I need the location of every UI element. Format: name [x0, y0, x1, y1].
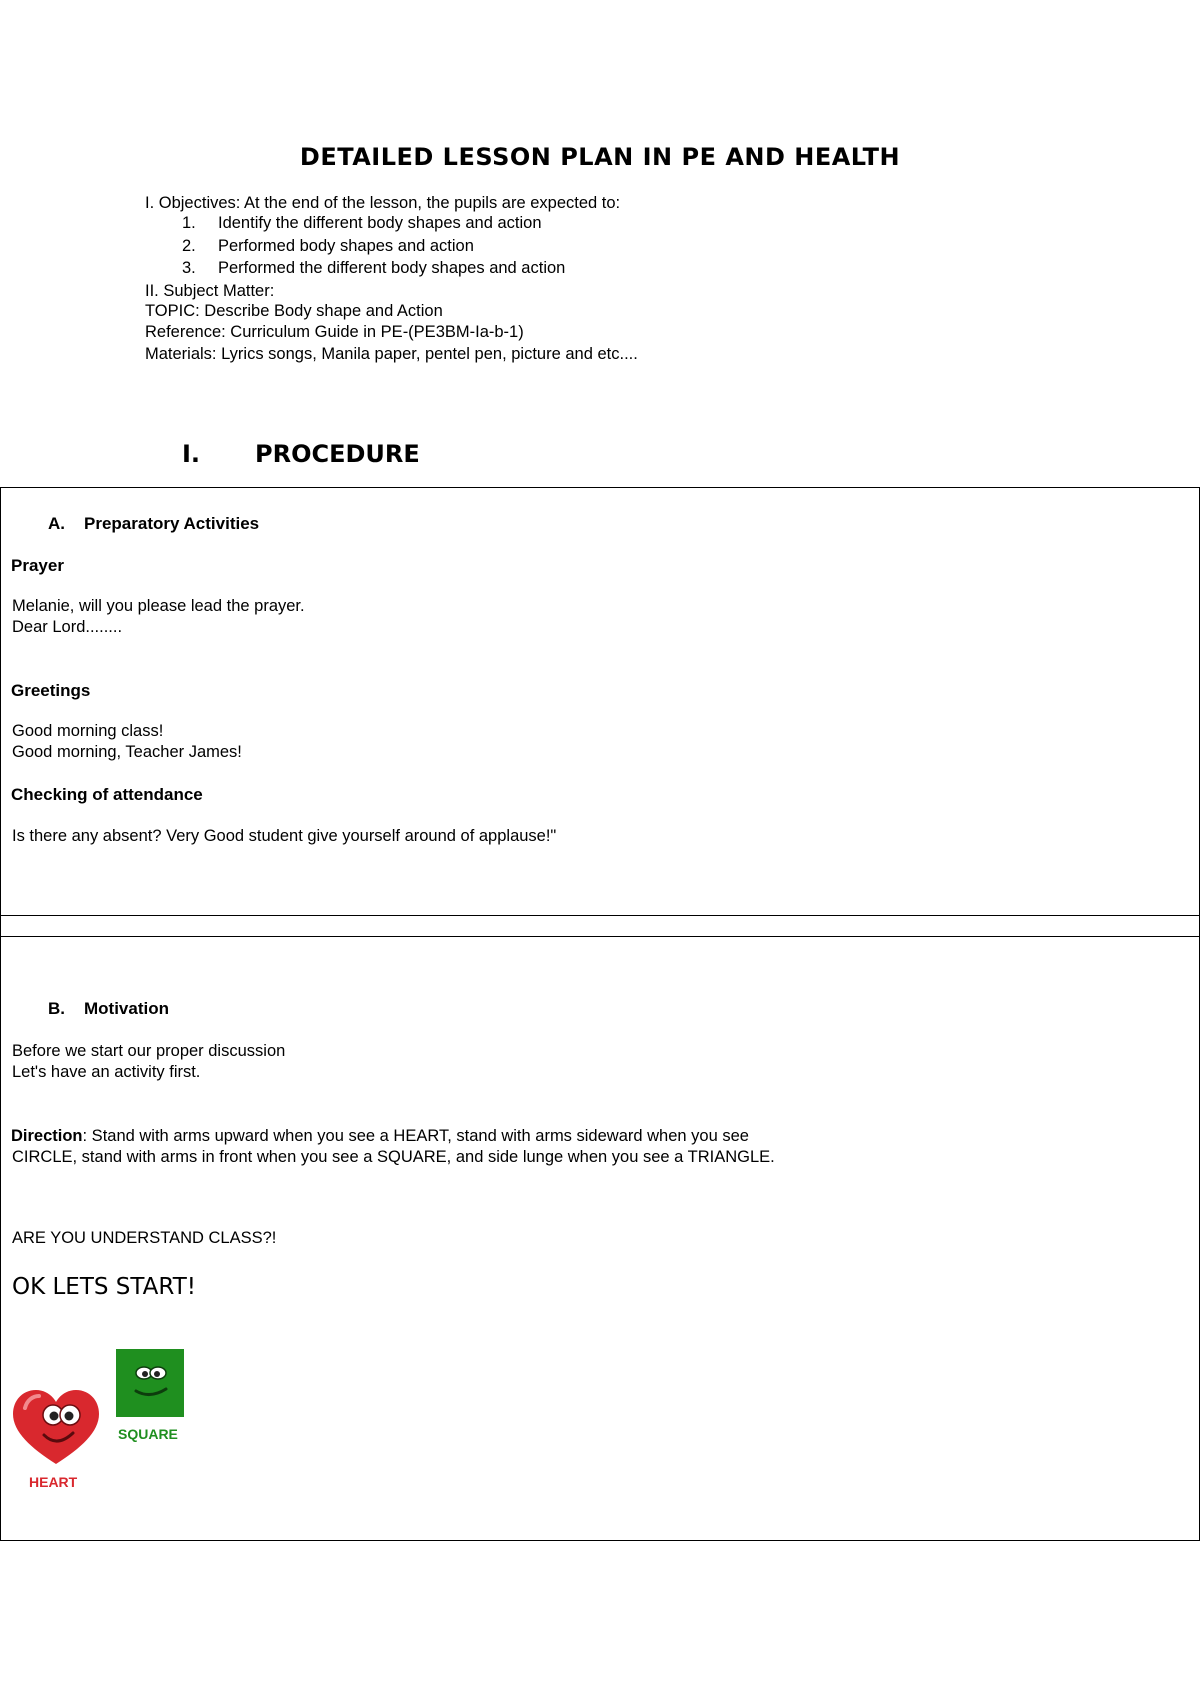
square-label: SQUARE — [118, 1426, 178, 1442]
preparatory-activities-box — [0, 487, 1200, 916]
objective-number: 2. — [182, 237, 196, 255]
objective-text: Performed body shapes and action — [218, 237, 474, 255]
objective-number: 3. — [182, 259, 196, 277]
greetings-heading: Greetings — [11, 681, 91, 700]
topic-line: TOPIC: Describe Body shape and Action — [145, 302, 443, 320]
heart-icon — [11, 1388, 101, 1468]
square-picture — [116, 1349, 184, 1417]
objective-item — [182, 214, 542, 233]
heart-label: HEART — [29, 1474, 78, 1490]
attendance-text: Is there any absent? Very Good student give yourself around of applause!" — [12, 827, 557, 845]
greeting-line: Good morning class! — [12, 722, 164, 740]
objectives-intro: I. Objectives: At the end of the lesson, the pupils are expected to: — [145, 194, 621, 212]
objective-item — [182, 259, 565, 278]
reference-line: Reference: Curriculum Guide in PE-(PE3BM-Ia-b-1) — [145, 323, 524, 341]
section-title: Motivation — [84, 999, 169, 1018]
section-letter: A. — [48, 514, 65, 533]
start-text: OK LETS START! — [12, 1274, 196, 1300]
subject-matter-heading: II. Subject Matter: — [145, 282, 275, 300]
objective-number: 1. — [182, 214, 196, 232]
motivation-intro-line: Before we start our proper discussion — [12, 1042, 286, 1060]
section-heading — [48, 514, 259, 534]
materials-line: Materials: Lyrics songs, Manila paper, pentel pen, picture and etc.... — [145, 345, 638, 363]
procedure-heading: PROCEDURE — [255, 440, 420, 468]
procedure-numeral: I. — [182, 440, 201, 468]
motivation-box — [0, 936, 1200, 1541]
objective-text: Performed the different body shapes and action — [218, 259, 566, 277]
section-letter: B. — [48, 999, 65, 1018]
separator-row — [0, 914, 1200, 937]
attendance-heading: Checking of attendance — [11, 785, 203, 804]
square-icon — [116, 1349, 184, 1417]
direction-label: Direction — [11, 1127, 83, 1145]
question-text: ARE YOU UNDERSTAND CLASS?! — [12, 1229, 277, 1247]
prayer-heading: Prayer — [11, 556, 64, 575]
prayer-line: Melanie, will you please lead the prayer. — [12, 597, 305, 615]
section-title: Preparatory Activities — [84, 514, 260, 533]
direction-line — [11, 1126, 749, 1147]
objective-text: Identify the different body shapes and action — [218, 214, 542, 232]
prayer-line: Dear Lord........ — [12, 618, 123, 636]
direction-line-2: CIRCLE, stand with arms in front when you see a SQUARE, and side lunge when you see a TRIANGLE. — [12, 1148, 775, 1166]
motivation-intro-line: Let's have an activity first. — [12, 1063, 201, 1081]
heart-picture — [11, 1388, 101, 1468]
greeting-line: Good morning, Teacher James! — [12, 743, 242, 761]
section-heading — [48, 999, 169, 1019]
page-title: DETAILED LESSON PLAN IN PE AND HEALTH — [299, 143, 901, 171]
objective-item — [182, 237, 474, 256]
direction-text: : Stand with arms upward when you see a HEART, stand with arms sideward when you see — [82, 1127, 749, 1145]
